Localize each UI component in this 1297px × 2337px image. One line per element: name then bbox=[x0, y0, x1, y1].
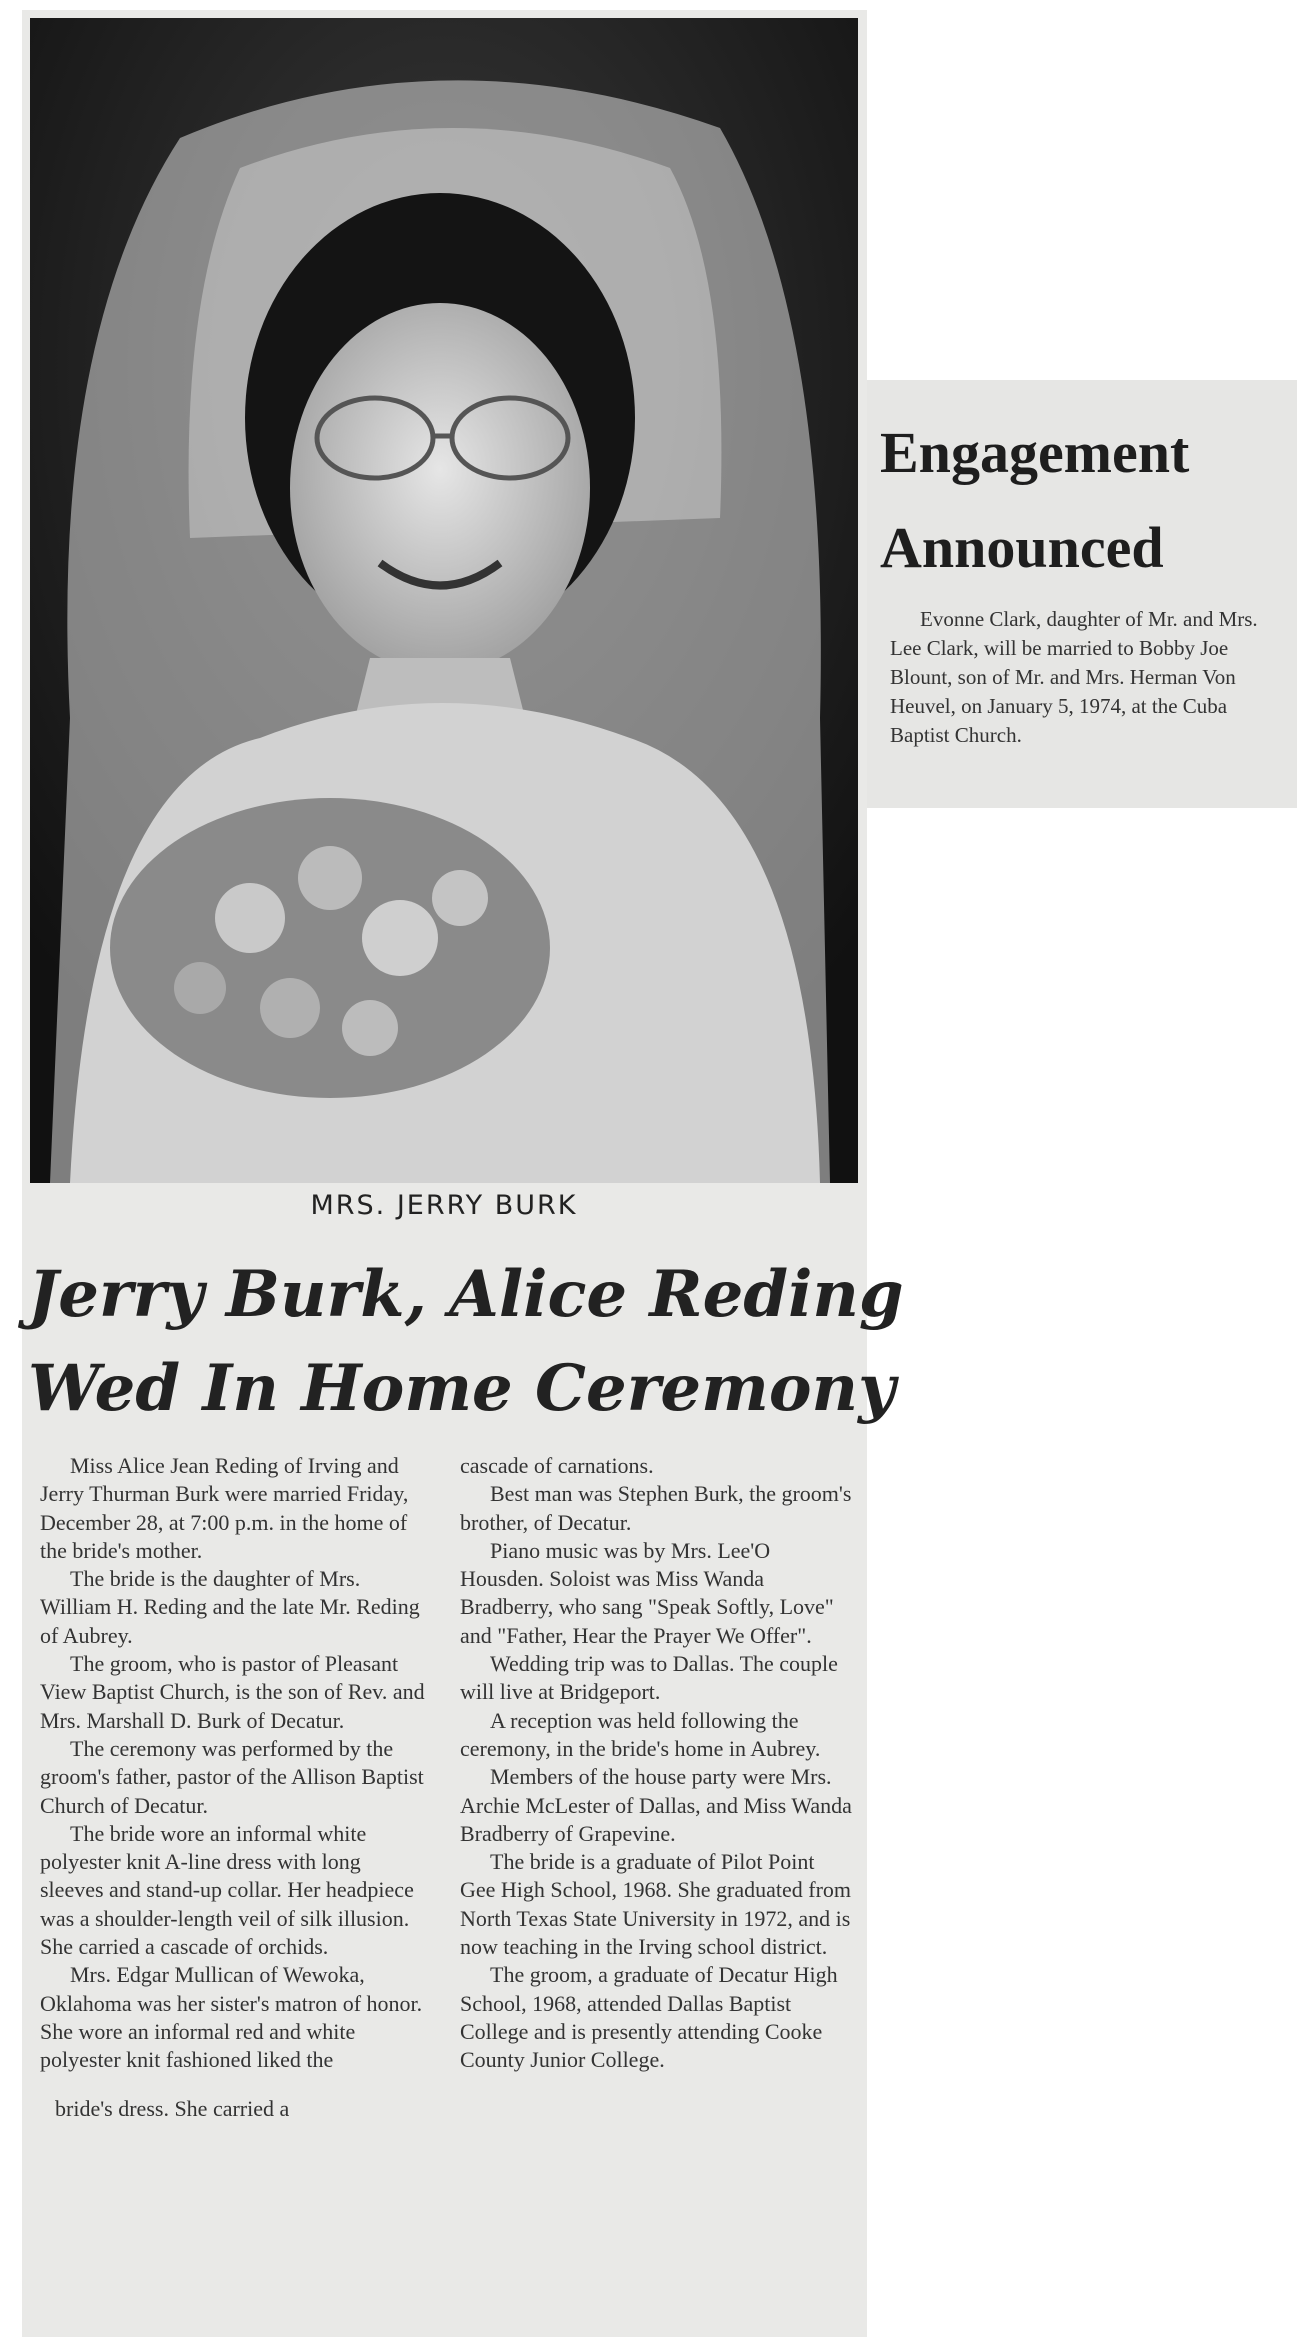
paragraph: The bride is a graduate of Pilot Point Gee High School, 1968. She graduated from North Texas State University in 1972, and is now teaching in the Irving school district. bbox=[460, 1849, 852, 1960]
photo-caption: MRS. JERRY BURK bbox=[310, 1190, 578, 1221]
paragraph: The bride wore an informal white polyester knit A-line dress with long sleeves and stand-up collar. Her headpiece was a shoulder-length veil of silk illusion. She carried a cascade of orchids. bbox=[40, 1820, 414, 1960]
engagement-headline bbox=[880, 405, 1280, 595]
paragraph: A reception was held following the ceremony, in the bride's home in Aubrey. bbox=[460, 1707, 821, 1761]
paragraph: The groom, a graduate of Decatur High School, 1968, attended Dallas Baptist College and is presently attending Cooke County Junior College. bbox=[460, 1962, 838, 2073]
wedding-headline bbox=[28, 1248, 904, 1436]
bride-photo bbox=[30, 18, 858, 1183]
engagement-headline-line-2: Announced bbox=[880, 515, 1164, 580]
paragraph: Miss Alice Jean Reding of Irving and Jerry Thurman Burk were married Friday, December 28, at 7:00 p.m. in the home of the bride's mother. bbox=[40, 1453, 409, 1563]
paragraph: Members of the house party were Mrs. Archie McLester of Dallas, and Miss Wanda Bradberry of Grapevine. bbox=[460, 1764, 852, 1846]
article-column-1 bbox=[40, 1452, 425, 2123]
paragraph: Mrs. Edgar Mullican of Wewoka, Oklahoma was her sister's matron of honor. She wore an informal red and white polyester knit fashioned liked the bbox=[40, 1962, 423, 2073]
paragraph: cascade of carnations. bbox=[460, 1453, 654, 1478]
paragraph: Piano music was by Mrs. Lee'O Housden. Soloist was Miss Wanda Bradberry, who sang "Speak Softly, Love" and "Father, Hear the Prayer We Offer". bbox=[460, 1537, 834, 1648]
headline-line-2: Wed In Home Ceremony bbox=[28, 1351, 896, 1426]
headline-line-1: Jerry Burk, Alice Reding bbox=[28, 1257, 904, 1332]
paragraph: Best man was Stephen Burk, the groom's brother, of Decatur. bbox=[460, 1481, 852, 1535]
paragraph: The ceremony was performed by the groom's father, pastor of the Allison Baptist Church of Decatur. bbox=[40, 1735, 424, 1818]
engagement-paragraph: Evonne Clark, daughter of Mr. and Mrs. Lee Clark, will be married to Bobby Joe Blount, son of Mr. and Mrs. Herman Von Heuvel, on January 5, 1974, at the Cuba Baptist Church. bbox=[890, 607, 1258, 747]
paragraph: The groom, who is pastor of Pleasant View Baptist Church, is the son of Rev. and Mrs. Marshall D. Burk of Decatur. bbox=[40, 1651, 425, 1733]
paragraph: The bride is the daughter of Mrs. William H. Reding and the late Mr. Reding of Aubrey. bbox=[40, 1566, 420, 1648]
paragraph: Wedding trip was to Dallas. The couple will live at Bridgeport. bbox=[460, 1651, 838, 1705]
paragraph-tail: bride's dress. She carried a bbox=[55, 2095, 290, 2121]
engagement-headline-line-1: Engagement bbox=[880, 420, 1190, 485]
engagement-body bbox=[890, 605, 1290, 750]
article-column-2 bbox=[460, 1452, 855, 2075]
